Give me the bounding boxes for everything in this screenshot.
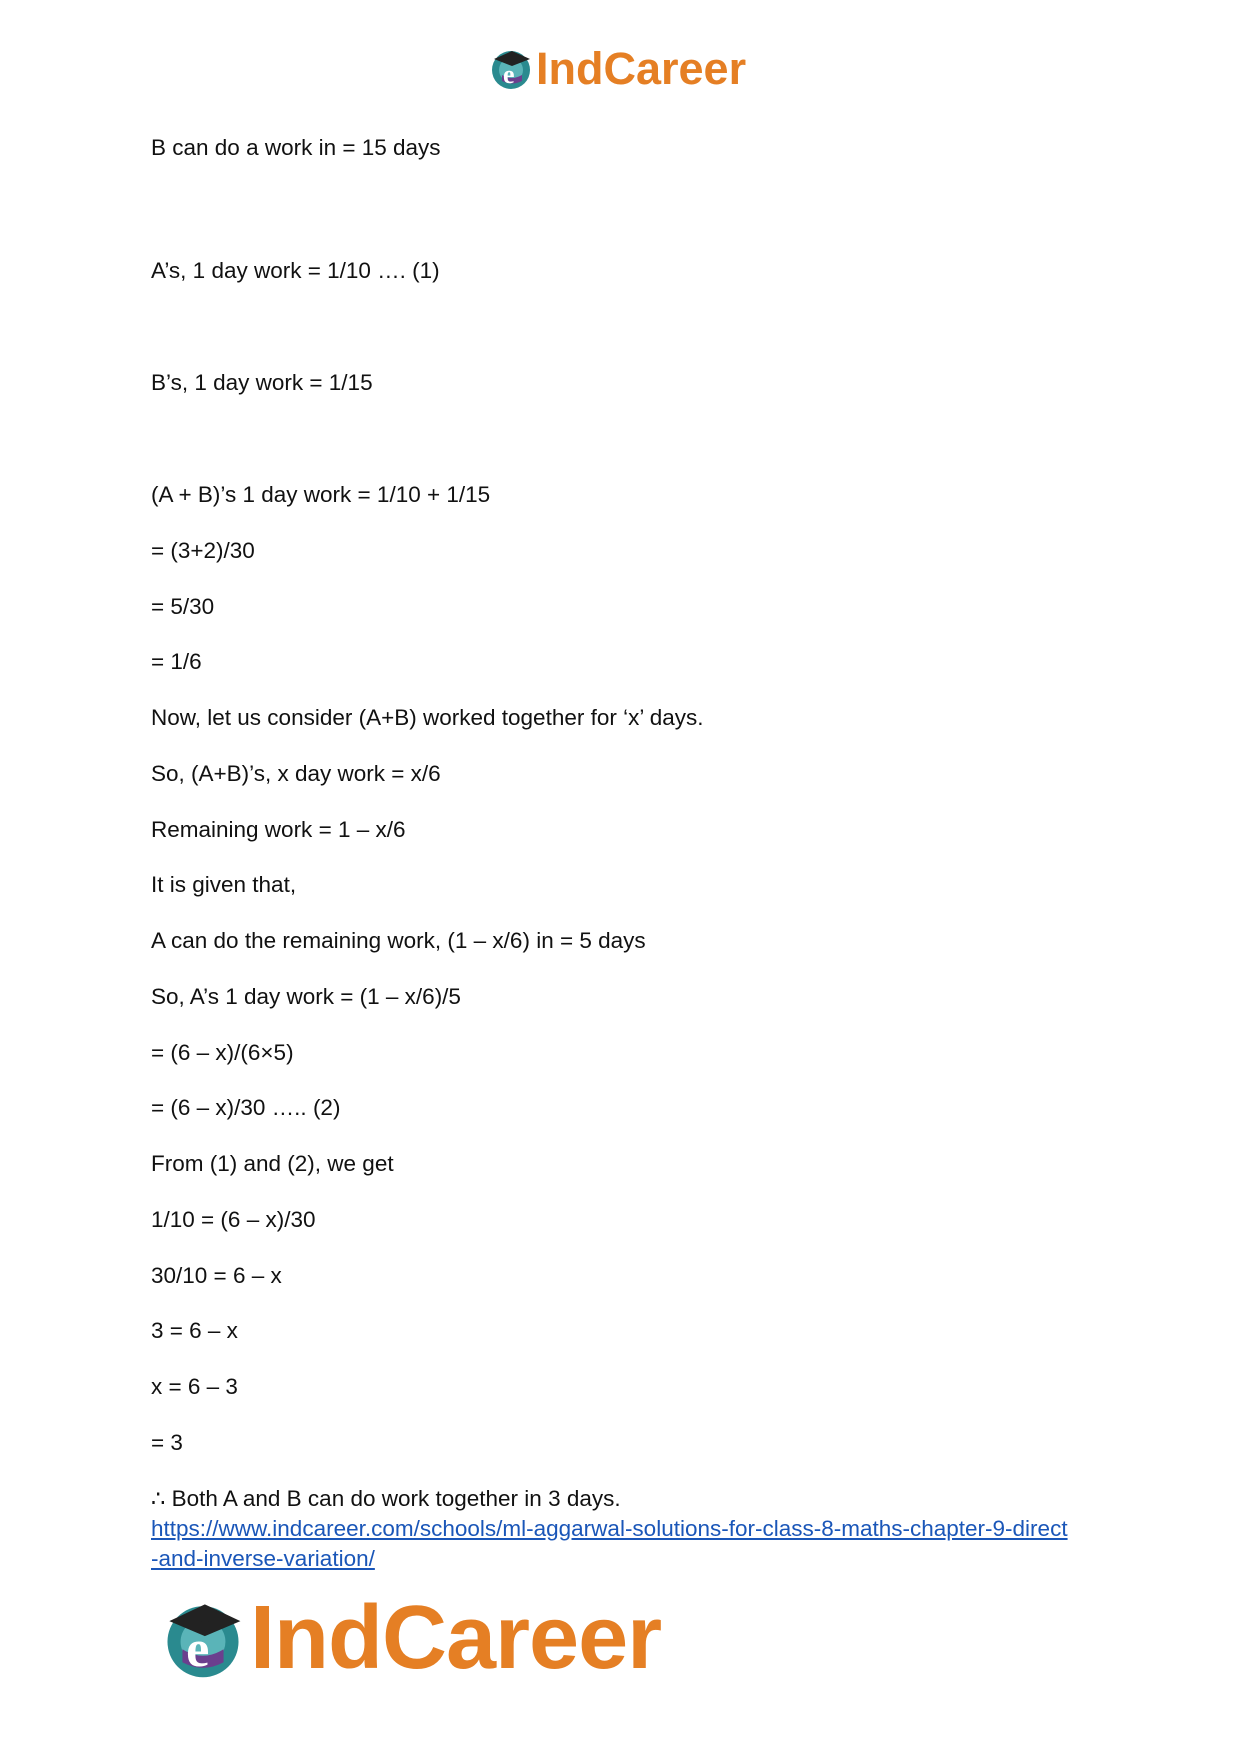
text-line: It is given that,: [151, 872, 297, 897]
text-line: A’s, 1 day work = 1/10 …. (1): [151, 258, 440, 283]
text-line: A can do the remaining work, (1 – x/6) in = 5 days: [151, 928, 646, 953]
source-link[interactable]: [151, 1514, 1091, 1574]
graduation-globe-icon: [160, 1595, 246, 1681]
text-line: B’s, 1 day work = 1/15: [151, 370, 373, 395]
logo-wordmark: IndCareer: [250, 1588, 662, 1688]
text-line: 3 = 6 – x: [151, 1318, 238, 1343]
header-logo: [488, 40, 746, 96]
text-line: = 1/6: [151, 649, 202, 674]
text-line: B can do a work in = 15 days: [151, 135, 441, 160]
svg-text:e: e: [503, 60, 515, 89]
text-line: = (3+2)/30: [151, 538, 255, 563]
source-link-part-1: https://www.indcareer.com/schools/ml-aggarwal-solutions-for-class-8-maths-chapter-9-direct: [151, 1516, 1068, 1541]
graduation-globe-icon: [488, 45, 534, 91]
text-line: = (6 – x)/(6×5): [151, 1040, 294, 1065]
source-link-part-2: -and-inverse-variation/: [151, 1546, 375, 1571]
svg-text:e: e: [186, 1620, 210, 1679]
text-line: 1/10 = (6 – x)/30: [151, 1207, 316, 1232]
footer-logo: [160, 1588, 661, 1688]
text-line: Now, let us consider (A+B) worked together for ‘x’ days.: [151, 705, 704, 730]
logo-wordmark: IndCareer: [536, 42, 747, 94]
text-line: = (6 – x)/30 ….. (2): [151, 1095, 341, 1120]
conclusion-line: ∴ Both A and B can do work together in 3 days.: [151, 1486, 621, 1511]
text-line: = 5/30: [151, 594, 215, 619]
text-line: = 3: [151, 1430, 183, 1455]
text-line: 30/10 = 6 – x: [151, 1263, 282, 1288]
text-line: (A + B)’s 1 day work = 1/10 + 1/15: [151, 482, 491, 507]
text-line: So, A’s 1 day work = (1 – x/6)/5: [151, 984, 461, 1009]
text-line: Remaining work = 1 – x/6: [151, 817, 406, 842]
text-line: So, (A+B)’s, x day work = x/6: [151, 761, 441, 786]
text-line: From (1) and (2), we get: [151, 1151, 394, 1176]
text-line: x = 6 – 3: [151, 1374, 238, 1399]
